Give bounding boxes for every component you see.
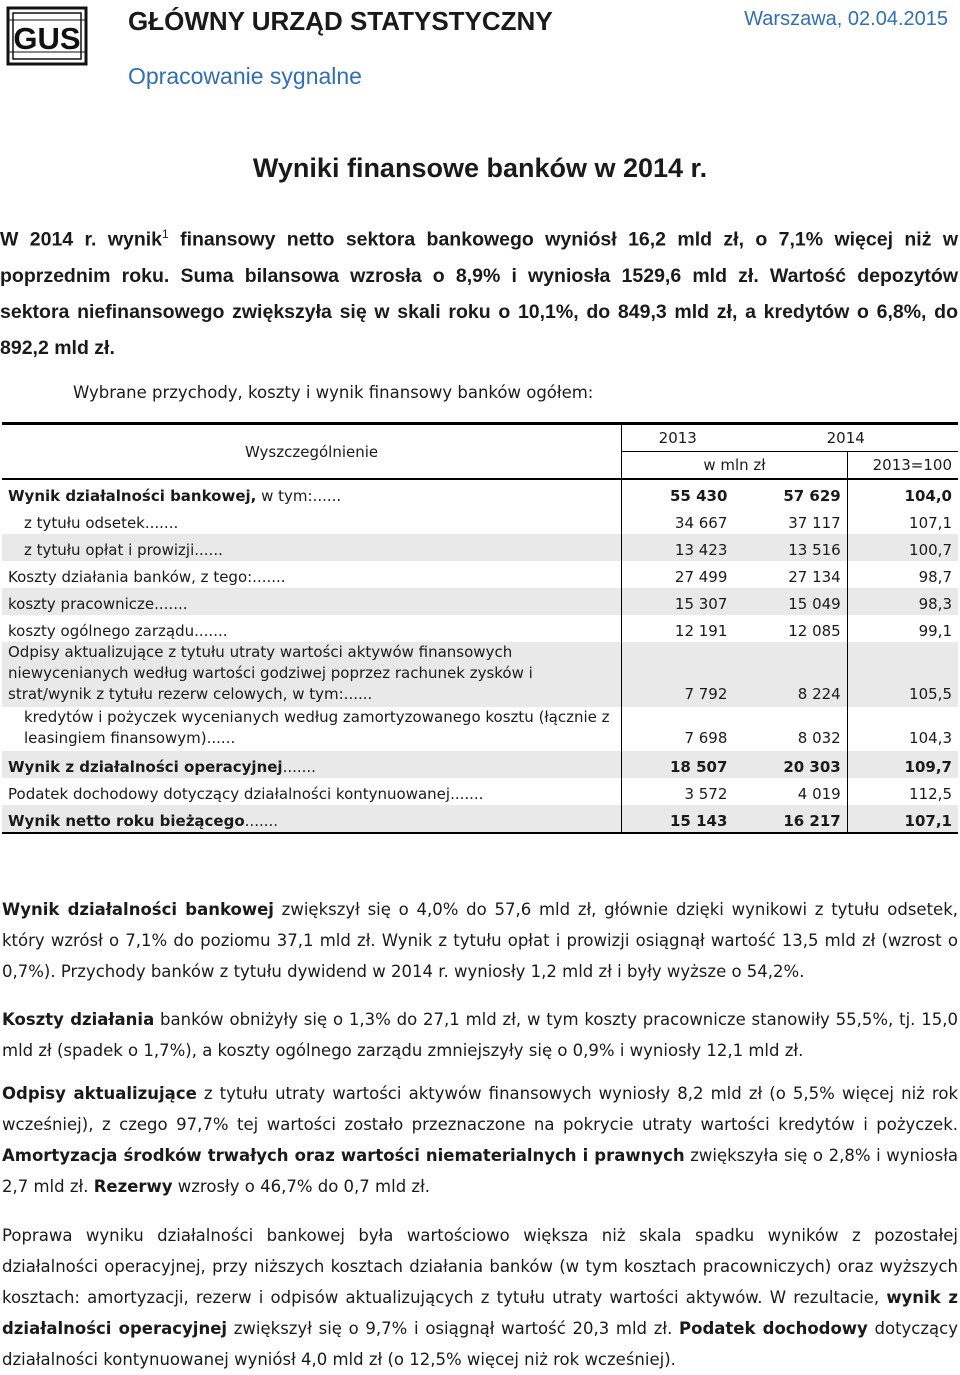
value-2014: 13 516 [733,534,847,561]
value-2014: 57 629 [783,487,841,505]
table-row [2,479,958,507]
value-2014: 27 134 [788,568,841,586]
index-value: 105,5 [847,642,958,707]
table-row [2,805,958,833]
table-head-label: Wyszczególnienie [2,424,622,480]
table-row [2,534,958,561]
value-2013: 34 667 [674,514,728,532]
paragraph-operating-result: Poprawa wyniku działalności bankowej była wartościowo większa niż skala spadku wyników z pozostałej działalności operacyjnej, przy niższych kosztach działania banków (w tym kosztach pracowniczych) oraz wyższych kosztach: amortyzacji, rezerw i odpisów aktualizujących z tytułu utraty wartości aktywów. W rezultacie, wynik z działalności operacyjnej zwiększył się o 9,7% i osiągnął wartość 20,3 mld zł. Podatek dochodowy dotyczący działalności kontynuowanej wyniósł 4,0 mld zł (o 12,5% więcej niż rok wcześniej). [2,1226,958,1369]
logo-text: GUS [13,21,81,56]
table-row [2,751,958,778]
organization-name: GŁÓWNY URZĄD STATYSTYCZNY [128,6,553,36]
footnote-ref: 1 [162,227,169,241]
row-label: koszty ogólnego zarządu....... [2,615,622,642]
table-head-year-2013: 2013 [622,424,734,452]
value-2014: 37 117 [788,514,841,532]
value-2013: 3 572 [684,785,728,803]
index-value: 100,7 [847,534,958,561]
value-2013: 15 143 [622,805,734,833]
document-subtitle: Opracowanie sygnalne [128,63,362,89]
row-label: z tytułu odsetek....... [2,507,622,534]
table-head-year-2014: 2014 [733,424,958,452]
table-row [2,642,958,707]
value-2013: 12 191 [674,622,728,640]
value-2013: 13 423 [622,534,734,561]
page-title: Wyniki finansowe banków w 2014 r. [252,153,708,183]
gus-logo [6,6,88,66]
row-label: Wynik netto roku bieżącego....... [2,805,622,833]
value-2014: 12 085 [788,622,841,640]
table-caption: Wybrane przychody, koszty i wynik finansowy banków ogółem: [73,383,594,402]
paragraph-banking-result: Wynik działalności bankowej zwiększył się o 4,0% do 57,6 mld zł, głównie dzięki wynikowi z tytułu odsetek, który wzrósł o 7,1% do poziomu 37,1 mld zł. Wynik z tytułu opłat i prowizji osiągnął wartość 13,5 mld zł (wzrost o 0,7%). Przychody banków z tytułu dywidend w 2014 r. wyniosły 1,2 mld zł i były wyższe o 54,2%. [2,900,958,981]
value-2013: 7 698 [684,729,728,747]
publication-date: Warszawa, 02.04.2015 [744,8,948,30]
index-value: 98,3 [847,588,958,615]
value-2014: 20 303 [733,751,847,778]
index-value: 107,1 [847,805,958,833]
value-2014: 8 224 [733,642,847,707]
table-row [2,561,958,588]
value-2013: 7 792 [622,642,734,707]
row-label: kredytów i pożyczek wycenianych według zamortyzowanego kosztu (łącznie z leasingiem finansowym)...... [2,707,622,751]
lead-part2: finansowy netto sektora bankowego wyniósł 16,2 mld zł, o 7,1% więcej niż w poprzednim roku. Suma bilansowa wzrosła o 8,9% i wyniosła 1529,6 mld zł. Wartość depozytów sektora niefinansowego zwiększyła się w skali roku o 10,1%, do 849,3 mld zł, a kredytów o 6,8%, do 892,2 mld zł. [0,228,958,359]
value-2013: 18 507 [622,751,734,778]
table-row [2,615,958,642]
index-value: 107,1 [847,507,958,534]
table-head-unit: w mln zł [622,452,848,480]
index-value: 104,0 [847,479,958,507]
row-label: Wynik z działalności operacyjnej....... [2,751,622,778]
row-label: Wynik działalności bankowej, w tym:...... [2,479,622,507]
index-value: 112,5 [847,778,958,805]
value-2014: 15 049 [733,588,847,615]
paragraph-operating-costs: Koszty działania banków obniżyły się o 1,3% do 27,1 mld zł, w tym koszty pracownicze stanowiły 55,5%, tj. 15,0 mld zł (spadek o 1,7%), a koszty ogólnego zarządu zmniejszyły się o 0,9% i wyniosły 12,1 mld zł. [2,1010,958,1060]
value-2013: 55 430 [669,487,728,505]
index-value: 109,7 [847,751,958,778]
table-row [2,707,958,751]
value-2014: 4 019 [797,785,841,803]
table-row [2,507,958,534]
index-value: 104,3 [847,707,958,751]
index-value: 99,1 [847,615,958,642]
row-label: koszty pracownicze....... [2,588,622,615]
value-2013: 27 499 [674,568,728,586]
table-row [2,588,958,615]
row-label: Podatek dochodowy dotyczący działalności kontynuowanej....... [2,778,622,805]
row-label: z tytułu opłat i prowizji...... [2,534,622,561]
row-label: Odpisy aktualizujące z tytułu utraty wartości aktywów finansowych niewycenianych według wartości godziwej poprzez rachunek zysków i strat/wynik z tytułu rezerw celowych, w tym:...... [2,642,622,707]
value-2013: 15 307 [622,588,734,615]
value-2014: 16 217 [733,805,847,833]
table-head-index: 2013=100 [847,452,958,480]
table-row [2,778,958,805]
index-value: 98,7 [847,561,958,588]
paragraph-impairment: Odpisy aktualizujące z tytułu utraty wartości aktywów finansowych wyniosły 8,2 mld zł (o 5,5% więcej niż rok wcześniej), z czego 97,7% tej wartości zostało przeznaczone na pokrycie utraty wartości kredytów i pożyczek. Amortyzacja środków trwałych oraz wartości niematerialnych i prawnych zwiększyła się o 2,8% i wyniosła 2,7 mld zł. Rezerwy wzrosły o 46,7% do 0,7 mld zł. [2,1084,958,1196]
financial-results-table [2,422,958,834]
lead-part1: W 2014 r. wynik [0,228,163,251]
row-label: Koszty działania banków, z tego:....... [2,561,622,588]
value-2014: 8 032 [797,729,841,747]
lead-paragraph [0,216,958,366]
